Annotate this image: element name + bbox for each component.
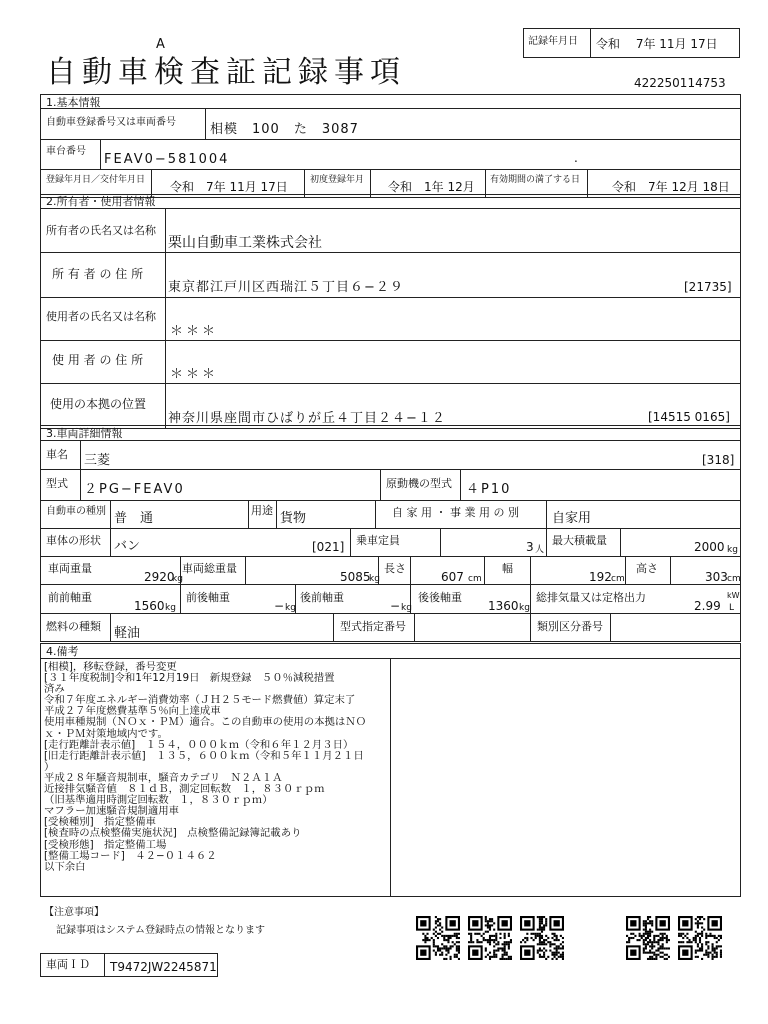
qr-code-1: [416, 916, 460, 960]
remark-line: [３１年度税制]令和1年12月19日 新規登録 ５０％減税措置: [44, 672, 335, 685]
reg-number-value: 相模 100 た 3087: [210, 122, 359, 137]
owner-address-value: 東京都江戸川区西瑞江５丁目６−２９: [168, 280, 404, 295]
record-date-value: 令和 7年 11月 17日: [596, 37, 718, 51]
remarks-text: [44, 662, 394, 873]
class-number-label: 類別区分番号: [537, 620, 603, 633]
document-number: 422250114753: [634, 76, 726, 90]
max-load-unit: kg: [727, 545, 738, 555]
rear-front-axle-unit: kg: [401, 603, 412, 613]
base-location-code: [14515 0165]: [648, 410, 730, 424]
owner-name-label: 所有者の氏名又は名称: [46, 224, 156, 237]
qr-code-5: [678, 916, 722, 960]
remark-line: マフラー加速騒音規制適用車: [44, 805, 180, 818]
rear-rear-axle-label: 後後軸重: [418, 591, 462, 604]
notes-heading: 【注意事項】: [44, 907, 104, 918]
base-location-label: 使用の本拠の位置: [50, 397, 147, 411]
capacity-value: 3: [526, 540, 534, 554]
type-designation-label: 型式指定番号: [340, 620, 406, 633]
front-rear-axle-label: 前後軸重: [186, 591, 230, 604]
body-shape-label: 車体の形状: [46, 534, 101, 547]
displacement-label: 総排気量又は定格出力: [536, 591, 646, 604]
length-value: 607: [441, 570, 464, 584]
displacement-unit-kw: kW: [727, 591, 740, 600]
height-unit: cm: [727, 574, 741, 584]
user-address-label: 使 用 者 の 住 所: [52, 353, 144, 367]
body-shape-value: バン: [114, 539, 141, 554]
maker-label: 車名: [46, 448, 68, 461]
vehicle-weight-label: 車両重量: [48, 562, 92, 575]
registration-date-label: 登録年月日／交付年月日: [46, 175, 146, 185]
capacity-unit: 人: [535, 545, 545, 555]
remark-line: ）: [44, 760, 55, 773]
vehicle-id-label: 車両ＩＤ: [46, 958, 90, 971]
expiry-date-label: 有効期間の満了する日: [490, 175, 581, 185]
max-load-label: 最大積載量: [552, 534, 607, 547]
body-shape-code: [021]: [312, 540, 345, 554]
remark-line: 平成２７年度燃費基準５％向上達成車: [44, 705, 221, 718]
maker-code: [318]: [702, 453, 735, 467]
gross-weight-label: 車両総重量: [182, 562, 237, 575]
section-heading-vehicle: 3.車両詳細情報: [46, 427, 123, 440]
remark-line: [走行距離計表示値] １５４，０００ｋｍ（令和６年１２月３日）: [44, 738, 354, 751]
remark-line: ｘ・ＰＭ対策地域内です。: [44, 727, 168, 740]
model-value: ２PG−FEAV0: [84, 482, 185, 497]
vehicle-kind-label: 自動車の種別: [46, 506, 106, 517]
user-address-value: ＊＊＊: [170, 367, 219, 382]
front-rear-axle-unit: kg: [285, 603, 296, 613]
remark-line: [旧走行距離計表示値] １３５，６００ｋｍ（令和５年１１月２１日: [44, 749, 364, 762]
chassis-number-value: FEAV0−581004: [104, 152, 230, 167]
remark-line: 平成２８年騒音規制車，騒音カテゴリ Ｎ２Ａ１Ａ: [44, 771, 283, 784]
capacity-label: 乗車定員: [356, 534, 400, 547]
fuel-type-label: 燃料の種類: [46, 620, 101, 633]
chassis-dot: .: [574, 151, 578, 165]
notes-text: 記録事項はシステム登録時点の情報となります: [56, 925, 265, 936]
front-front-axle-unit: kg: [165, 603, 176, 613]
height-label: 高さ: [636, 562, 658, 575]
displacement-unit-l: L: [729, 603, 735, 613]
max-load-value: 2000: [694, 540, 725, 554]
form-mark: A: [156, 37, 165, 52]
usage-label: 用途: [251, 504, 273, 517]
remark-line: （旧基準適用時測定回転数 １，８３０ｒｐｍ）: [44, 794, 273, 807]
user-name-label: 使用者の氏名又は名称: [46, 310, 156, 323]
rear-front-axle-label: 後前軸重: [300, 591, 344, 604]
expiry-date-value: 令和 7年 12月 18日: [612, 180, 730, 194]
remark-line: 令和７年度エネルギー消費効率（ＪＨ２５モード燃費値）算定末了: [44, 694, 356, 707]
vehicle-weight-unit: kg: [172, 574, 183, 584]
remark-line: 以下余白: [44, 860, 86, 873]
record-date-label: 記録年月日: [528, 36, 578, 47]
length-label: 長さ: [384, 562, 406, 575]
remark-line: [検査時の点検整備実施状況] 点検整備記録簿記載あり: [44, 827, 302, 840]
section-heading-owner: 2.所有者・使用者情報: [46, 195, 156, 208]
remark-line: [整備工場コード] ４２−０１４６２: [44, 849, 217, 862]
chassis-number-label: 車台番号: [46, 146, 86, 157]
gross-weight-value: 5085: [340, 570, 371, 584]
width-label: 幅: [502, 562, 513, 575]
first-registration-value: 令和 1年 12月: [388, 180, 475, 194]
front-rear-axle-value: −: [274, 599, 285, 613]
qr-code-3: [520, 916, 564, 960]
owner-address-code: [21735]: [684, 280, 732, 294]
rear-rear-axle-value: 1360: [488, 599, 519, 613]
width-unit: cm: [611, 574, 625, 584]
fuel-type-value: 軽油: [114, 626, 141, 641]
section-heading-remarks: 4.備考: [46, 645, 79, 658]
model-label: 型式: [46, 477, 68, 490]
remark-line: 近接排気騒音値 ８１ｄＢ，測定回転数 １，８３０ｒｐｍ: [44, 783, 325, 796]
displacement-value: 2.99: [694, 599, 721, 613]
owner-address-label: 所 有 者 の 住 所: [52, 267, 144, 281]
remark-line: [相模]，移転登録，番号変更: [44, 661, 177, 673]
height-value: 303: [705, 570, 728, 584]
owner-name-value: 栗山自動車工業株式会社: [168, 235, 322, 251]
rear-front-axle-value: −: [390, 599, 401, 613]
qr-code-2: [468, 916, 512, 960]
vehicle-weight-value: 2920: [144, 570, 175, 584]
user-name-value: ＊＊＊: [170, 324, 219, 339]
page-title: 自動車検査証記録事項: [46, 55, 406, 90]
registration-date-value: 令和 7年 11月 17日: [170, 180, 288, 194]
reg-number-label: 自動車登録番号又は車両番号: [46, 117, 176, 128]
qr-code-4: [626, 916, 670, 960]
first-registration-label: 初度登録年月: [310, 175, 365, 185]
private-business-value: 自家用: [552, 511, 592, 526]
section-heading-basic: 1.基本情報: [46, 96, 101, 109]
engine-type-label: 原動機の型式: [386, 477, 452, 490]
length-unit: cm: [468, 574, 482, 584]
front-front-axle-value: 1560: [134, 599, 165, 613]
front-front-axle-label: 前前軸重: [48, 591, 92, 604]
private-business-label: 自 家 用 ・ 事 業 用 の 別: [392, 506, 519, 519]
remark-line: 使用車種規制（ＮＯｘ・ＰＭ）適合。この自動車の使用の本拠はＮＯ: [44, 716, 367, 729]
vehicle-kind-value: 普 通: [114, 511, 154, 526]
remark-line: [受検形態] 指定整備工場: [44, 838, 167, 851]
engine-type-value: ４P10: [466, 482, 512, 497]
base-location-value: 神奈川県座間市ひばりが丘４丁目２４−１２: [168, 411, 446, 426]
maker-value: 三菱: [84, 453, 111, 468]
gross-weight-unit: kg: [369, 574, 380, 584]
remark-line: [受検種別] 指定整備車: [44, 816, 157, 829]
rear-rear-axle-unit: kg: [519, 603, 530, 613]
width-value: 192: [589, 570, 612, 584]
vehicle-id-value: T9472JW2245871: [110, 960, 217, 974]
usage-value: 貨物: [280, 511, 307, 526]
remark-line: 済み: [44, 683, 65, 696]
